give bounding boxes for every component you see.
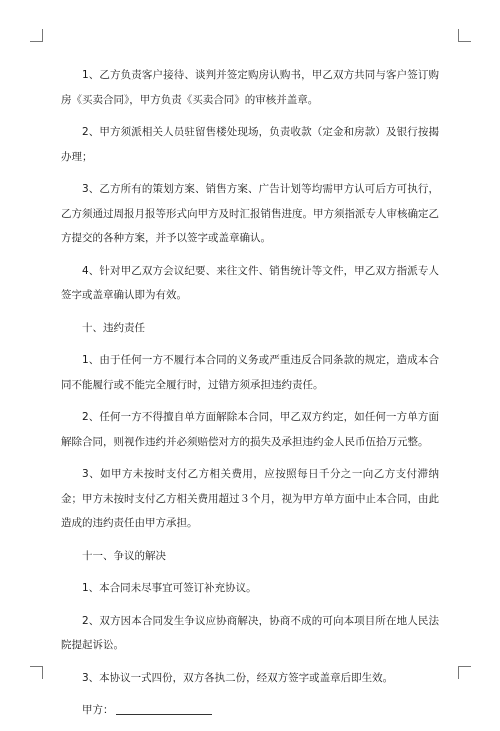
- crop-mark-bottom-left: [30, 666, 43, 679]
- section-heading-dispute: 十一、争议的解决: [82, 549, 166, 562]
- clause-4: 4、针对甲乙双方会议纪要、来往文件、销售统计等文件，甲乙双方指派专人签字或盖章确认即为有效。: [61, 264, 439, 301]
- breach-clause-2: 2、任何一方不得擅自单方面解除本合同，甲乙双方约定，如任何一方单方面解除合同，则视作违约并必须赔偿对方的损失及承担违约金人民币伍拾万元整。: [61, 411, 439, 448]
- clause-1: 1、乙方负责客户接待、谈判并签定购房认购书，甲乙双方共同与客户签订购房《买卖合同》，甲方负责《买卖合同》的审核并盖章。: [61, 69, 439, 106]
- signature-blank[interactable]: [116, 702, 212, 715]
- signature-line: [61, 698, 439, 723]
- section-heading-breach: 十、违约责任: [82, 321, 145, 334]
- signature-label: 甲方：: [82, 704, 114, 716]
- crop-mark-top-right: [458, 29, 471, 42]
- dispute-clause-2: 2、双方因本合同发生争议应协商解决，协商不成的可向本项目所在地人民法院提起诉讼。: [61, 614, 439, 651]
- clause-3: 3、乙方所有的策划方案、销售方案、广告计划等均需甲方认可后方可执行，乙方须通过周报月报等形式向甲方及时汇报销售进度。甲方须指派专人审核确定乙方提交的各种方案，并予以签字或盖章确认。: [61, 183, 439, 244]
- dispute-clause-1: 1、本合同未尽事宜可签订补充协议。: [82, 582, 257, 594]
- clause-2: 2、甲方须派相关人员驻留售楼处现场，负责收款（定金和房款）及银行按揭办理；: [61, 126, 439, 163]
- breach-clause-3: 3、如甲方未按时支付乙方相关费用，应按照每日千分之一向乙方支付滞纳金；甲方未按时支付乙方相关费用超过３个月，视为甲方单方面中止本合同，由此造成的违约责任由甲方承担。: [61, 468, 439, 529]
- breach-clause-1: 1、由于任何一方不履行本合同的义务或严重违反合同条款的规定，造成本合同不能履行或不能完全履行时，过错方须承担违约责任。: [61, 354, 439, 391]
- dispute-clause-3: 3、本协议一式四份，双方各执二份，经双方签字或盖章后即生效。: [82, 671, 394, 684]
- crop-mark-top-left: [30, 29, 43, 42]
- crop-mark-bottom-right: [458, 666, 471, 679]
- document-body: [61, 63, 439, 731]
